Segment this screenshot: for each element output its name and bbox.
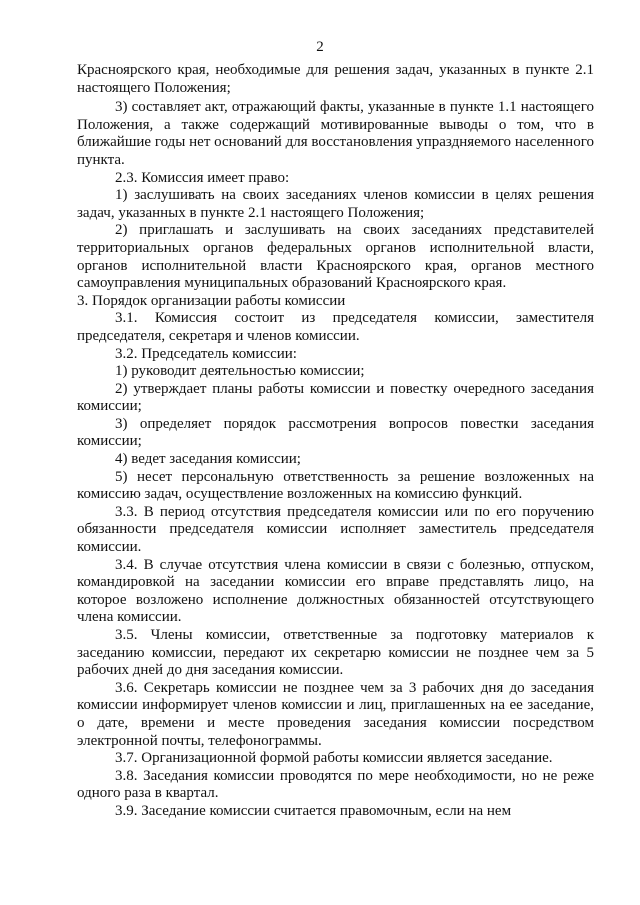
paragraph: 3.6. Секретарь комиссии не позднее чем за 3 рабочих дня до заседания комиссии информирует членов комиссии и лиц, приглашенных на ее заседание, о дате, времени и месте проведения заседания комиссии посредством электронной почты, телефонограммы. xyxy=(77,679,594,749)
paragraph: 1) руководит деятельностью комиссии; xyxy=(115,363,365,380)
paragraph: 3.9. Заседание комиссии считается правомочным, если на нем xyxy=(115,802,512,819)
paragraph: 3.8. Заседания комиссии проводятся по мере необходимости, но не реже одного раза в квартал. xyxy=(77,767,594,802)
document-body xyxy=(77,62,594,821)
paragraph: Красноярского края, необходимые для решения задач, указанных в пункте 2.1 настоящего Положения; xyxy=(77,62,594,96)
paragraph: 2.3. Комиссия имеет право: xyxy=(115,169,290,186)
paragraph: 3) определяет порядок рассмотрения вопросов повестки заседания комиссии; xyxy=(77,415,594,450)
page-number: 2 xyxy=(316,39,324,55)
paragraph: 4) ведет заседания комиссии; xyxy=(115,451,301,468)
paragraph: 5) несет персональную ответственность за решение возложенных на комиссию задач, осуществление возложенных на комиссию функций. xyxy=(77,468,594,503)
paragraph: 3.4. В случае отсутствия члена комиссии в связи с болезнью, отпуском, командировкой на заседании комиссии его вправе представлять лицо, на которое возложено исполнение должностных обязанностей отсутствующего члена комиссии. xyxy=(77,556,594,626)
paragraph: 3) составляет акт, отражающий факты, указанные в пункте 1.1 настоящего Положения, а также содержащий мотивированные выводы о том, что в ближайшие годы нет оснований для восстановления упраздняемого населенного пункта. xyxy=(77,99,594,168)
paragraph: 3.5. Члены комиссии, ответственные за подготовку материалов к заседанию комиссии, передают их секретарю комиссии не позднее чем за 5 рабочих дней до дня заседания комиссии. xyxy=(77,627,594,679)
section-heading: 3. Порядок организации работы комиссии xyxy=(77,292,346,309)
paragraph: 3.2. Председатель комиссии: xyxy=(115,345,297,362)
paragraph: 1) заслушивать на своих заседаниях членов комиссии в целях решения задач, указанных в пункте 2.1 настоящего Положения; xyxy=(77,187,594,221)
paragraph: 2) утверждает планы работы комиссии и повестку очередного заседания комиссии; xyxy=(77,380,594,415)
paragraph: 3.3. В период отсутствия председателя комиссии или по его поручению обязанности председателя комиссии исполняет заместитель председателя комиссии. xyxy=(77,503,594,556)
paragraph: 3.7. Организационной формой работы комиссии является заседание. xyxy=(115,750,553,767)
paragraph: 3.1. Комиссия состоит из председателя комиссии, заместителя председателя, секретаря и членов комиссии. xyxy=(77,310,594,344)
paragraph: 2) приглашать и заслушивать на своих заседаниях представителей территориальных органов федеральных органов исполнительной власти, органов исполнительной власти Красноярского края, органов местного самоуправления муниципальных образований Красноярского края. xyxy=(77,222,594,292)
